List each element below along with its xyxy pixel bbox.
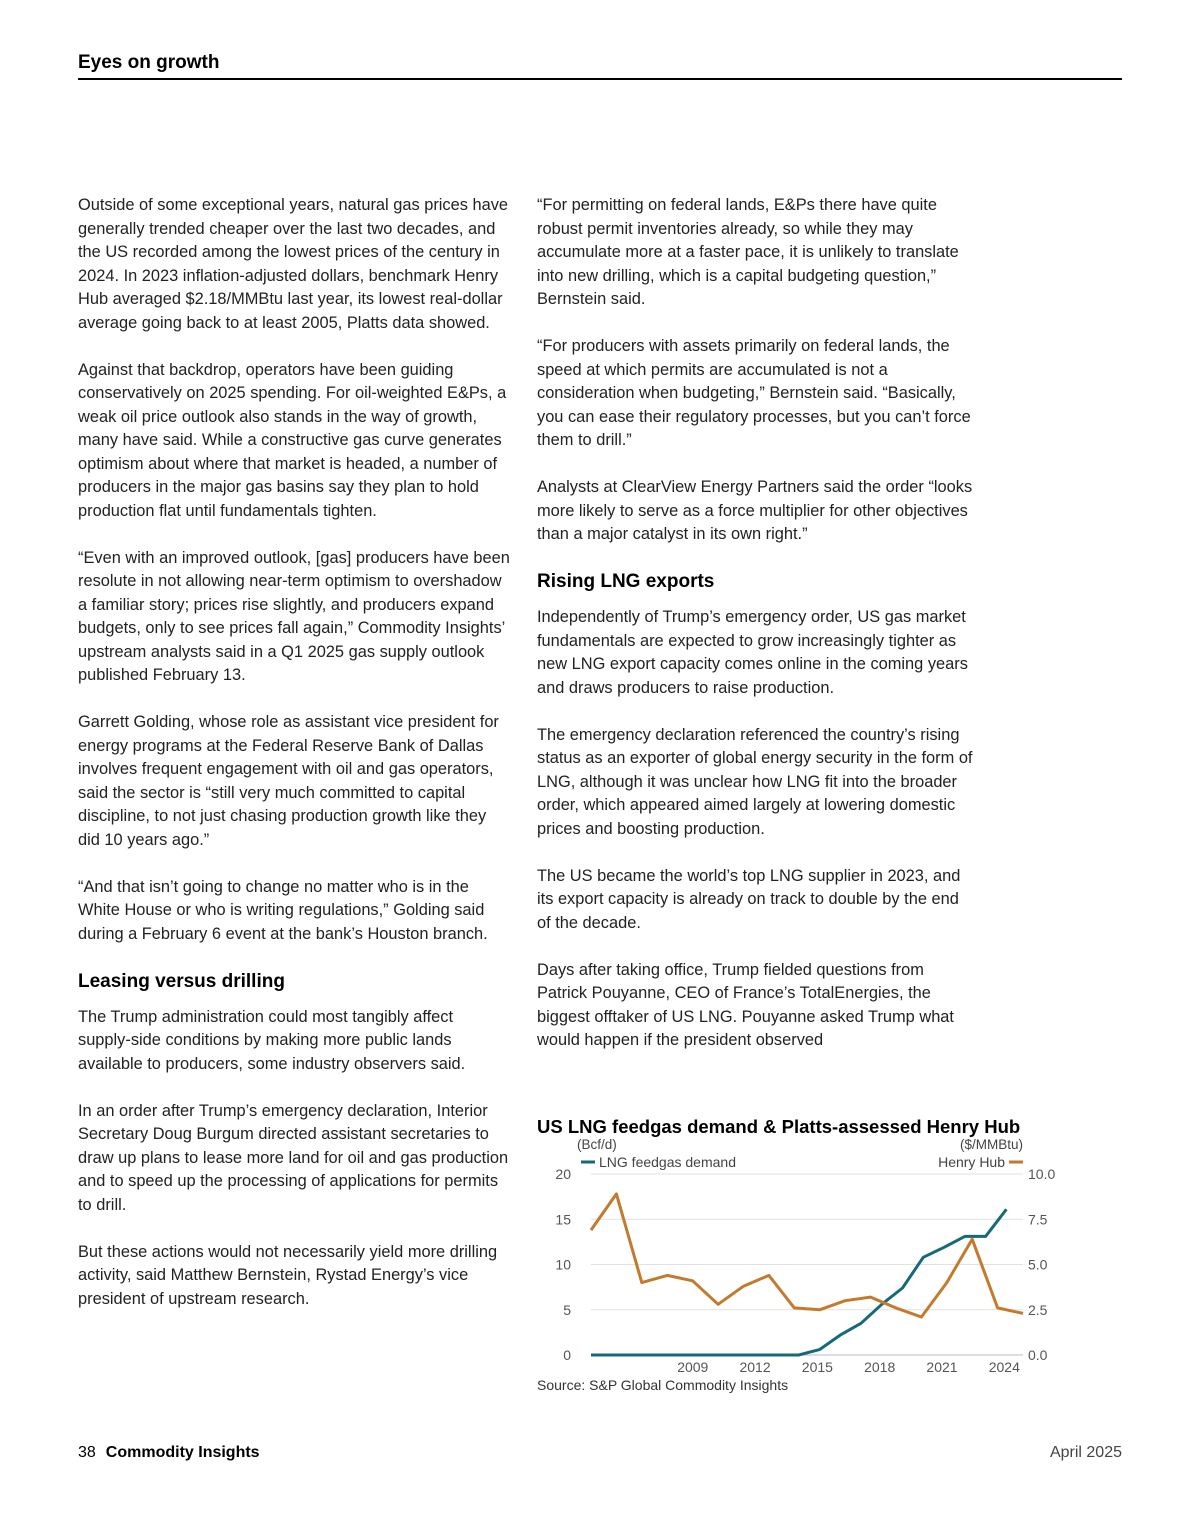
paragraph: Against that backdrop, operators have been guiding conservatively on 2025 spending. For oil-weighted E&Ps, a weak oil price outlook also stands in the way of growth, many have said. While a constructive gas curve generates optimism about where that market is headed, a number of producers in the major gas basins say they plan to hold production flat until fundamentals tighten. bbox=[78, 360, 507, 520]
paragraph: The emergency declaration referenced the country’s rising status as an exporter of global energy security in the form of LNG, although it was unclear how LNG fit into the broader order, which appeared aimed largely at lowering domestic prices and boosting production. bbox=[537, 725, 973, 838]
right-tick-label: 10.0 bbox=[1028, 1166, 1056, 1182]
issue-date: April 2025 bbox=[1049, 1444, 1122, 1461]
henry-hub-line bbox=[591, 1194, 1023, 1317]
x-tick-label: 2012 bbox=[739, 1359, 771, 1375]
paragraph: The Trump administration could most tangibly affect supply-side conditions by making more public lands available to producers, some industry observers said. bbox=[78, 1007, 466, 1073]
chart-source: Source: S&P Global Commodity Insights bbox=[537, 1377, 789, 1393]
left-tick-label: 15 bbox=[555, 1211, 571, 1228]
left-tick-label: 0 bbox=[563, 1347, 571, 1363]
paragraph: In an order after Trump’s emergency declaration, Interior Secretary Doug Burgum directed assistant secretaries to draw up plans to lease more land for oil and gas production and to speed up the processing of applications for permits to drill. bbox=[78, 1101, 509, 1214]
page-footer bbox=[78, 1444, 1122, 1462]
paragraph: “Even with an improved outlook, [gas] producers have been resolute in not allowing near-term optimism to overshadow a familiar story; prices rise slightly, and producers expand budgets, only to see prices fall again,” Commodity Insights’ upstream analysts said in a Q1 2025 gas supply outlook published February 13. bbox=[78, 548, 510, 684]
right-tick-label: 7.5 bbox=[1028, 1211, 1048, 1228]
subheading-lng: Rising LNG exports bbox=[537, 571, 715, 592]
page-header bbox=[78, 50, 1122, 80]
chart-title: US LNG feedgas demand & Platts-assessed Henry Hub bbox=[537, 1116, 1021, 1137]
paragraph: “For producers with assets primarily on federal lands, the speed at which permits are accumulated is not a consideration when budgeting,” Bernstein said. “Basically, you can ease their regulatory processes, but you can’t force them to drill.” bbox=[537, 337, 971, 449]
paragraph: Analysts at ClearView Energy Partners said the order “looks more likely to serve as a force multiplier for other objectives than a major catalyst in its own right.” bbox=[537, 478, 973, 543]
section-title: Eyes on growth bbox=[78, 52, 220, 73]
paragraph: But these actions would not necessarily yield more drilling activity, said Matthew Bernstein, Rystad Energy’s vice president of upstream research. bbox=[78, 1242, 498, 1308]
grid-layer bbox=[555, 1166, 1055, 1375]
right-column bbox=[537, 194, 977, 1076]
left-tick-label: 10 bbox=[555, 1256, 571, 1273]
x-tick-label: 2015 bbox=[801, 1359, 833, 1375]
right-axis-unit: ($/MMBtu) bbox=[959, 1139, 1023, 1152]
paragraph: Outside of some exceptional years, natural gas prices have generally trended cheaper over the last two decades, and the US recorded among the lowest prices of the century in 2024. In 2023 inflation-adjusted dollars, benchmark Henry Hub averaged $2.18/MMBtu last year, its lowest real-dollar average going back to at least 2005, Platts data showed. bbox=[78, 196, 509, 332]
paragraph: Independently of Trump’s emergency order, US gas market fundamentals are expected to grow increasingly tighter as new LNG export capacity comes online in the coming years and draws producers to raise production. bbox=[537, 608, 968, 697]
paragraph: Days after taking office, Trump fielded questions from Patrick Pouyanne, CEO of France’s TotalEnergies, the biggest offtaker of US LNG. Pouyanne asked Trump what would happen if the president observed bbox=[537, 960, 954, 1049]
lng-feedgas-line bbox=[591, 1209, 1006, 1355]
x-tick-label: 2021 bbox=[926, 1359, 958, 1375]
left-tick-label: 20 bbox=[555, 1166, 571, 1182]
series-layer bbox=[591, 1194, 1023, 1355]
left-tick-label: 5 bbox=[563, 1301, 571, 1318]
right-tick-label: 5.0 bbox=[1028, 1256, 1048, 1273]
subheading-leasing: Leasing versus drilling bbox=[78, 970, 285, 992]
x-tick-label: 2009 bbox=[677, 1359, 709, 1375]
right-tick-label: 0.0 bbox=[1028, 1347, 1048, 1363]
x-tick-label: 2024 bbox=[988, 1359, 1020, 1375]
paragraph: The US became the world’s top LNG supplier in 2023, and its export capacity is already on track to double by the end of the decade. bbox=[537, 866, 961, 932]
paragraph: Garrett Golding, whose role as assistant vice president for energy programs at the Federal Reserve Bank of Dallas involves frequent engagement with oil and gas operators, said the sector is “still very much committed to capital discipline, to not just chasing production growth like they did 10 years ago.” bbox=[78, 713, 499, 849]
chart-plot bbox=[537, 1139, 1057, 1379]
right-tick-label: 2.5 bbox=[1028, 1301, 1048, 1318]
left-axis-unit: (Bcf/d) bbox=[577, 1139, 617, 1152]
left-column bbox=[78, 194, 510, 1335]
x-tick-label: 2018 bbox=[864, 1359, 896, 1375]
legend-lng: LNG feedgas demand bbox=[599, 1154, 736, 1170]
brand-name: Commodity Insights bbox=[105, 1444, 260, 1461]
page-number: 38 bbox=[78, 1444, 96, 1461]
legend-henry-hub: Henry Hub bbox=[938, 1154, 1005, 1170]
paragraph: “And that isn’t going to change no matter who is in the White House or who is writing regulations,” Golding said during a February 6 event at the bank’s Houston branch. bbox=[78, 877, 488, 943]
lng-henry-hub-chart bbox=[537, 1115, 1057, 1405]
paragraph: “For permitting on federal lands, E&Ps there have quite robust permit inventories already, so while they may accumulate more at a faster pace, it is unlikely to translate into new drilling, which is a capital budgeting question,” Bernstein said. bbox=[537, 196, 959, 308]
